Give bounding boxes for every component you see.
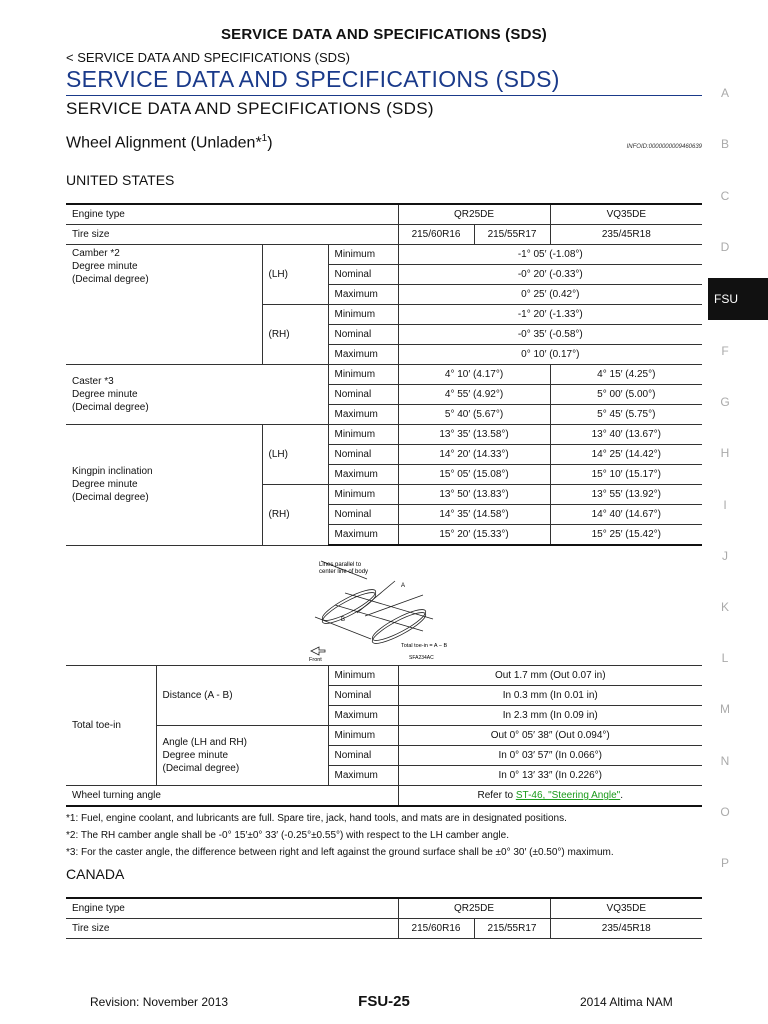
- side-tab-d[interactable]: D: [720, 240, 730, 254]
- angle-label-1: Angle (LH and RH): [162, 737, 247, 748]
- footnote-2: *2: The RH camber angle shall be -0° 15′±0° 33′ (-0.25°±0.55°) with respect to the LH camber angle.: [66, 830, 509, 841]
- camber-lh: (LH): [262, 245, 328, 305]
- diagram-code: SFA234AC: [409, 655, 434, 661]
- caster-max-1: 5° 40′ (5.67°): [398, 405, 550, 425]
- row-label: Maximum: [328, 405, 398, 425]
- dist-nom: In 0.3 mm (In 0.01 in): [398, 686, 702, 706]
- table-row: [66, 726, 702, 746]
- tire-3: 235/45R18: [550, 919, 702, 939]
- kingpin-lh-max-2: 15° 10′ (15.17°): [550, 465, 702, 485]
- camber-label-3: (Decimal degree): [72, 274, 149, 285]
- turning-prefix: Refer to: [477, 790, 516, 801]
- topic-heading-sup: 1: [261, 133, 268, 144]
- side-tab-o[interactable]: O: [720, 805, 730, 819]
- topic-heading: [66, 133, 273, 152]
- toe-in-table: [66, 665, 702, 807]
- footer-model: 2014 Altima NAM: [580, 995, 673, 1009]
- caster-label: [66, 365, 328, 425]
- caster-min-1: 4° 10′ (4.17°): [398, 365, 550, 385]
- table-row: [66, 666, 702, 686]
- caster-label-2: Degree minute: [72, 389, 138, 400]
- row-label: Nominal: [328, 686, 398, 706]
- ang-max: In 0° 13′ 33″ (In 0.226°): [398, 766, 702, 786]
- table-row: [66, 898, 702, 919]
- kingpin-rh-max-1: 15° 20′ (15.33°): [398, 525, 550, 546]
- side-tab-g[interactable]: G: [720, 395, 730, 409]
- row-label: Maximum: [328, 345, 398, 365]
- kingpin-lh: (LH): [262, 425, 328, 485]
- row-label: Maximum: [328, 465, 398, 485]
- caster-min-2: 4° 15′ (4.25°): [550, 365, 702, 385]
- toe-in-diagram: [305, 555, 455, 665]
- tire-size-label: Tire size: [66, 919, 398, 939]
- row-label: Minimum: [328, 365, 398, 385]
- dist-max: In 2.3 mm (In 0.09 in): [398, 706, 702, 726]
- caster-nom-1: 4° 55′ (4.92°): [398, 385, 550, 405]
- diagram-callout: Lines parallel to: [319, 562, 362, 568]
- topic-heading-text: Wheel Alignment (Unladen*: [66, 134, 262, 152]
- kingpin-label-3: (Decimal degree): [72, 492, 149, 504]
- turning-suffix: .: [620, 790, 624, 801]
- diagram-label-a: A: [401, 583, 406, 589]
- tire-1: 215/60R16: [398, 919, 474, 939]
- tire-2: 215/55R17: [474, 919, 550, 939]
- distance-label: Distance (A - B): [156, 666, 328, 726]
- table-row: [66, 225, 702, 245]
- row-label: Maximum: [328, 706, 398, 726]
- row-label: Minimum: [328, 305, 398, 325]
- tire-1: 215/60R16: [398, 225, 474, 245]
- region-label-canada: CANADA: [66, 866, 125, 882]
- camber-rh-min: -1° 20′ (-1.33°): [398, 305, 702, 325]
- side-tab-l[interactable]: L: [721, 651, 729, 665]
- breadcrumb[interactable]: < SERVICE DATA AND SPECIFICATIONS (SDS): [66, 50, 351, 65]
- caster-label-1: Caster *3: [72, 376, 114, 387]
- region-label-us: UNITED STATES: [66, 172, 175, 188]
- kingpin-lh-max-1: 15° 05′ (15.08°): [398, 465, 550, 485]
- ang-nom: In 0° 03′ 57″ (In 0.066°): [398, 746, 702, 766]
- side-tab-m[interactable]: M: [720, 702, 730, 716]
- turning-angle-label: Wheel turning angle: [66, 786, 398, 807]
- ang-min: Out 0° 05′ 38″ (Out 0.094°): [398, 726, 702, 746]
- kingpin-lh-min-2: 13° 40′ (13.67°): [550, 425, 702, 445]
- side-tab-n[interactable]: N: [720, 754, 730, 768]
- kingpin-rh-min-2: 13° 55′ (13.92°): [550, 485, 702, 505]
- engine-type-label: Engine type: [66, 898, 398, 919]
- row-label: Nominal: [328, 385, 398, 405]
- diagram-front: Front: [309, 657, 322, 663]
- kingpin-rh-min-1: 13° 50′ (13.83°): [398, 485, 550, 505]
- tire-2: 215/55R17: [474, 225, 550, 245]
- side-tab-a[interactable]: A: [720, 86, 729, 100]
- footnotes: [66, 810, 614, 861]
- side-tab-b[interactable]: B: [720, 137, 729, 151]
- camber-label-2: Degree minute: [72, 261, 138, 272]
- camber-lh-nom: -0° 20′ (-0.33°): [398, 265, 702, 285]
- table-row: [66, 365, 702, 385]
- row-label: Nominal: [328, 746, 398, 766]
- kingpin-label: [66, 425, 262, 546]
- camber-lh-min: -1° 05′ (-1.08°): [398, 245, 702, 265]
- angle-label-2: Degree minute: [162, 750, 229, 761]
- kingpin-rh: (RH): [262, 485, 328, 546]
- engine-vq35de: VQ35DE: [550, 898, 702, 919]
- side-tab-p[interactable]: P: [720, 856, 729, 870]
- kingpin-lh-nom-2: 14° 25′ (14.42°): [550, 445, 702, 465]
- tire-size-label: Tire size: [66, 225, 398, 245]
- row-label: Minimum: [328, 666, 398, 686]
- row-label: Minimum: [328, 485, 398, 505]
- diagram-label-b: B: [341, 617, 346, 623]
- engine-type-label: Engine type: [66, 204, 398, 225]
- kingpin-rh-nom-2: 14° 40′ (14.67°): [550, 505, 702, 525]
- row-label: Maximum: [328, 525, 398, 546]
- caster-label-3: (Decimal degree): [72, 402, 149, 413]
- side-tab-k[interactable]: K: [720, 600, 729, 614]
- turning-angle-ref: [398, 786, 702, 807]
- kingpin-label-2: Degree minute: [72, 479, 138, 491]
- side-tab-c[interactable]: C: [720, 189, 730, 203]
- row-label: Nominal: [328, 265, 398, 285]
- camber-label-1: Camber *2: [72, 248, 120, 259]
- kingpin-rh-max-2: 15° 25′ (15.42°): [550, 525, 702, 546]
- engine-vq35de: VQ35DE: [550, 204, 702, 225]
- row-label: Maximum: [328, 285, 398, 305]
- tire-3: 235/45R18: [550, 225, 702, 245]
- side-tab-i[interactable]: I: [723, 498, 727, 512]
- footer-page-number: FSU-25: [358, 993, 410, 1010]
- section-heading: SERVICE DATA AND SPECIFICATIONS (SDS): [66, 66, 560, 92]
- kingpin-rh-nom-1: 14° 35′ (14.58°): [398, 505, 550, 525]
- angle-label-3: (Decimal degree): [162, 763, 240, 774]
- side-tab-f[interactable]: F: [721, 344, 729, 358]
- caster-max-2: 5° 45′ (5.75°): [550, 405, 702, 425]
- caster-nom-2: 5° 00′ (5.00°): [550, 385, 702, 405]
- footnote-1: *1: Fuel, engine coolant, and lubricants are full. Spare tire, jack, hand tools, and mats are in designated positions.: [66, 813, 567, 824]
- row-label: Nominal: [328, 445, 398, 465]
- camber-rh: (RH): [262, 305, 328, 365]
- table-row: [66, 425, 702, 445]
- row-label: Minimum: [328, 726, 398, 746]
- diagram-callout-2: center line of body: [319, 569, 369, 575]
- engine-qr25de: QR25DE: [398, 204, 550, 225]
- topic-heading-tail: ): [267, 134, 273, 152]
- row-label: Nominal: [328, 325, 398, 345]
- table-row: [66, 204, 702, 225]
- row-label: Minimum: [328, 425, 398, 445]
- kingpin-lh-nom-1: 14° 20′ (14.33°): [398, 445, 550, 465]
- heading-rule: [66, 95, 702, 96]
- footnote-3: *3: For the caster angle, the difference between right and left against the ground surface shall be ±0° 30′ (±0.50°) maximum.: [66, 847, 614, 858]
- camber-label: [66, 245, 262, 365]
- page-header-title: SERVICE DATA AND SPECIFICATIONS (SDS): [220, 26, 548, 43]
- row-label: Nominal: [328, 505, 398, 525]
- row-label: Maximum: [328, 766, 398, 786]
- camber-rh-max: 0° 10′ (0.17°): [398, 345, 702, 365]
- subsection-heading: SERVICE DATA AND SPECIFICATIONS (SDS): [66, 99, 434, 118]
- footer-revision: Revision: November 2013: [90, 995, 229, 1009]
- diagram-toe-text: Total toe-in = A − B: [401, 643, 448, 649]
- kingpin-lh-min-1: 13° 35′ (13.58°): [398, 425, 550, 445]
- side-tab-h[interactable]: H: [720, 446, 730, 460]
- row-label: Minimum: [328, 245, 398, 265]
- dist-min: Out 1.7 mm (Out 0.07 in): [398, 666, 702, 686]
- side-tab-fsu-active[interactable]: FSU: [708, 278, 768, 320]
- engine-qr25de: QR25DE: [398, 898, 550, 919]
- info-id: INFOID:0000000009460639: [626, 144, 702, 150]
- kingpin-label-1: Kingpin inclination: [72, 466, 153, 478]
- alignment-table-us: [66, 203, 702, 546]
- angle-label: [156, 726, 328, 786]
- alignment-table-canada: [66, 897, 702, 939]
- camber-lh-max: 0° 25′ (0.42°): [398, 285, 702, 305]
- side-tab-j[interactable]: J: [722, 549, 728, 563]
- toe-in-label: Total toe-in: [66, 666, 156, 786]
- table-row: [66, 919, 702, 939]
- steering-angle-link[interactable]: ST-46, "Steering Angle": [515, 790, 621, 801]
- table-row: [66, 786, 702, 807]
- camber-rh-nom: -0° 35′ (-0.58°): [398, 325, 702, 345]
- table-row: [66, 245, 702, 265]
